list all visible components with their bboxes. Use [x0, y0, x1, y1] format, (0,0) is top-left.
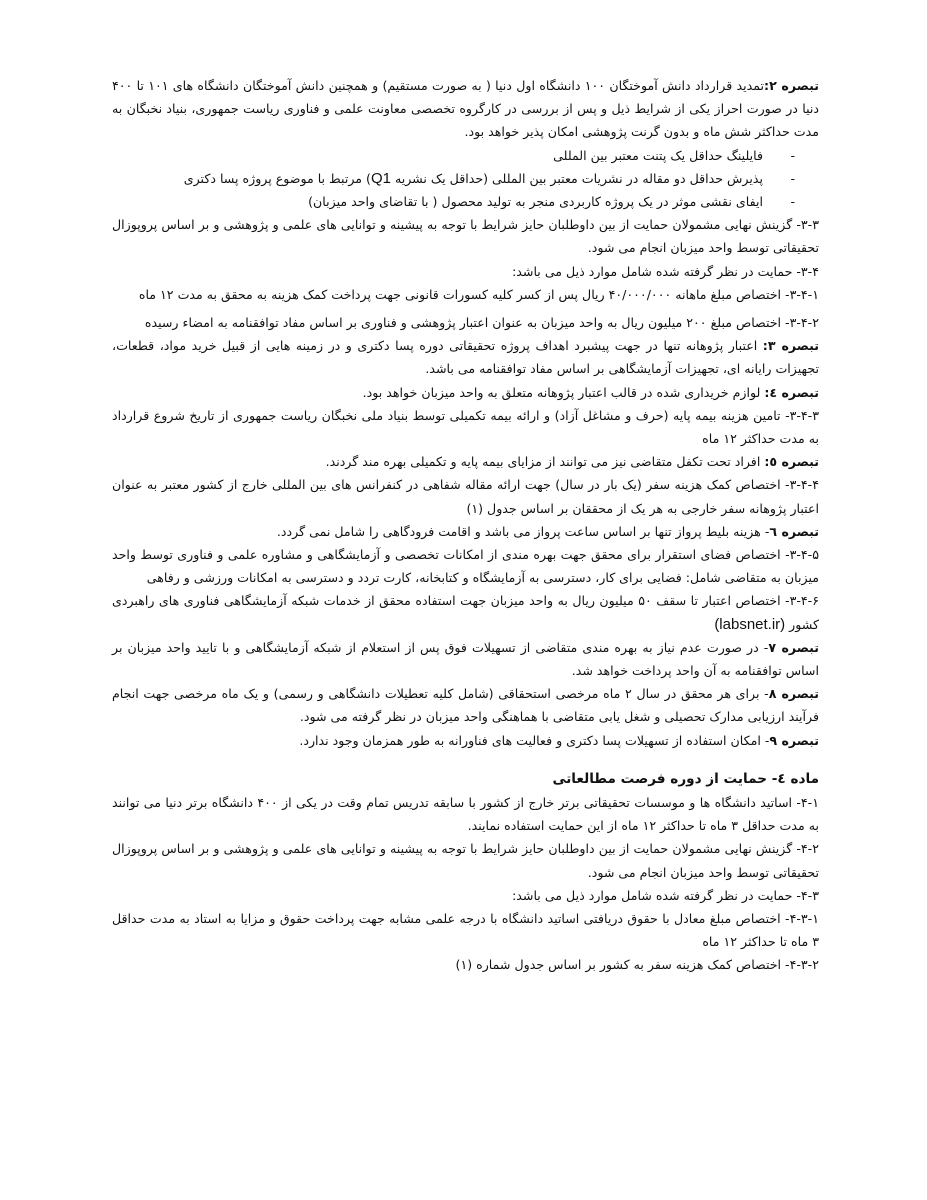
condition-text: پذیرش حداقل دو مقاله در نشریات معتبر بین المللی (حداقل یک نشریه — [390, 170, 763, 186]
note-5 — [112, 450, 819, 473]
condition-text: ایفای نقشی موثر در یک پروژه کاربردی منجر به تولید محصول ( با تقاضای واحد میزبان) — [308, 194, 763, 210]
bullet-dash: - — [790, 170, 795, 186]
clause-3-3: ۳-۳- گزینش نهایی مشمولان حمایت از بین داوطلبان حایز شرایط با توجه به پیشینه و توانایی های علمی و پژوهشی و بر اساس پروپوزال تحقیقاتی توسط واحد میزبان انجام می شود. — [112, 217, 819, 256]
note-4-text: لوازم خریداری شده در قالب اعتبار پژوهانه متعلق به واحد میزبان خواهد بود. — [362, 384, 765, 400]
note-2-label: تبصره ۲: — [764, 78, 819, 93]
note-6-text: - هزینه بلیط پرواز تنها بر اساس ساعت پرواز می باشد و اقامت فرودگاهی را شامل نمی گردد. — [276, 523, 770, 539]
note-6 — [112, 520, 819, 543]
note-2 — [112, 74, 819, 144]
note-9 — [112, 729, 819, 752]
note-8 — [112, 682, 819, 728]
note-7-label: تبصره ۷ — [768, 639, 819, 655]
condition-item-project — [112, 190, 819, 213]
clause-3-4-6-text: ۳-۴-۶- اختصاص اعتبار تا سقف ۵۰ میلیون ریال به واحد میزبان جهت استفاده محقق از خدمات شبکه آزمایشگاهی فناوری های راهبردی کشور — [112, 593, 819, 632]
clause-4-3-1: ۴-۳-۱- اختصاص مبلغ معادل با حقوق دریافتی اساتید دانشگاه با درجه علمی مشابه جهت پرداخت حقوق و مزایا به استاد به مدت حداقل ۳ ماه تا حداکثر ۱۲ ماه — [112, 910, 819, 950]
note-6-label: تبصره ٦ — [769, 523, 819, 539]
labsnet-link[interactable]: (labsnet.ir) — [714, 615, 786, 633]
note-2-text: تمدید قرارداد دانش آموختگان ۱۰۰ دانشگاه اول دنیا ( به صورت مستقیم) و همچنین دانش آموختگان دانشگاه های ۱۰۱ تا ۴۰۰ دنیا در صورت احراز یکی از شرایط ذیل و پس از بررسی در کارگروه تخصصی معاونت علمی و فناوری ریاست جمهوری، بنیاد نخبگان به مدت حداکثر شش ماه و بدون گرنت پژوهشی امکان پذیر خواهد بود. — [112, 78, 819, 140]
q1-journal-label: Q1 — [370, 169, 391, 187]
note-4-label: تبصره ٤: — [764, 384, 819, 400]
condition-item-patent — [112, 144, 819, 167]
clause-3-4-4: ۳-۴-۴- اختصاص کمک هزینه سفر (یک بار در سال) جهت ارائه مقاله شفاهی در کنفرانس های بین المللی خارج از کشور معتبر به عنوان اعتبار پژوهانه سفر خارجی به هر یک از محققان بر اساس جدول (۱) — [112, 477, 819, 516]
note-3-label: تبصره ۳: — [762, 338, 819, 354]
note-5-text: افراد تحت تکفل متقاضی نیز می توانند از مزایای بیمه پایه و تکمیلی بهره مند گردند. — [325, 454, 765, 470]
clause-3-4-6 — [112, 589, 819, 635]
note-3 — [112, 334, 819, 380]
note-4 — [112, 381, 819, 404]
condition-item-papers — [112, 167, 819, 190]
bullet-dash: - — [790, 194, 795, 210]
note-9-text: - امکان استفاده از تسهیلات پسا دکتری و فعالیت های فناورانه به طور همزمان وجود ندارد. — [299, 732, 770, 748]
clause-3-4-5: ۳-۴-۵- اختصاص فضای استقرار برای محقق جهت بهره مندی از امکانات تخصصی و آزمایشگاهی و مشاوره علمی و فناوری توسط واحد میزبان به متقاضی شامل: فضایی برای کار، دسترسی به آزمایشگاه و کتابخانه، کارت تردد و دسترسی به امکانات ورزشی و رفاهی — [112, 547, 819, 586]
clause-3-4-3: ۳-۴-۳- تامین هزینه بیمه پایه (حرف و مشاغل آزاد) و ارائه بیمه تکمیلی توسط بنیاد ملی نخبگان ریاست جمهوری از تاریخ شروع قرارداد به مدت حداکثر ۱۲ ماه — [112, 407, 819, 447]
article-4-heading: ماده ٤- حمایت از دوره فرصت مطالعاتی — [552, 770, 819, 787]
condition-text: فایلینگ حداقل یک پتنت معتبر بین المللی — [553, 147, 763, 163]
bullet-dash: - — [790, 147, 795, 163]
note-7-text: - در صورت عدم نیاز به بهره مندی متقاضی از تسهیلات فوق پس از استعلام از شبکه آزمایشگاهی و با تایید واحد میزبان بر اساس توافقنامه به آن واحد پرداخت خواهد شد. — [112, 639, 819, 679]
note-5-label: تبصره ٥: — [764, 454, 819, 470]
note-7 — [112, 636, 819, 682]
note-8-text: - برای هر محقق در سال ۲ ماه مرخصی استحقاقی (شامل کلیه تعطیلات دانشگاهی و رسمی) و یک ماه مرخصی جهت انجام فرآیند ارزیابی مدارک تحصیلی و شغل یابی متقاضی با هماهنگی واحد میزبان در نظر گرفته می شود. — [112, 686, 819, 725]
clause-4-3-2: ۴-۳-۲- اختصاص کمک هزینه سفر به کشور بر اساس جدول شماره (۱) — [455, 957, 819, 973]
clause-4-3: ۴-۳- حمایت در نظر گرفته شده شامل موارد ذیل می باشد: — [512, 887, 819, 903]
clause-3-4-1: ۳-۴-۱- اختصاص مبلغ ماهانه ۴۰/۰۰۰/۰۰۰ ریال پس از کسر کلیه کسورات قانونی جهت پرداخت کمک هزینه به محقق به مدت ۱۲ ماه — [138, 286, 819, 302]
note-8-label: تبصره ۸ — [768, 686, 819, 702]
clause-3-4: ۳-۴- حمایت در نظر گرفته شده شامل موارد ذیل می باشد: — [512, 263, 819, 279]
note-9-label: تبصره ۹ — [769, 732, 819, 748]
note-3-text: اعتبار پژوهانه تنها در جهت پیشبرد اهداف پروژه تحقیقاتی دوره پسا دکتری و در زمینه هایی از قبیل خرید مواد، قطعات، تجهیزات رایانه ای، تجهیزات آزمایشگاهی بر اساس مفاد توافقنامه می باشد. — [112, 338, 819, 377]
condition-text-end: ) مرتبط با موضوع پروژه پسا دکتری — [183, 170, 371, 186]
clause-3-4-2: ۳-۴-۲- اختصاص مبلغ ۲۰۰ میلیون ریال به واحد میزبان به عنوان اعتبار پژوهشی و فناوری بر اساس مفاد توافقنامه به امضاء رسیده — [144, 315, 819, 331]
clause-4-1: ۴-۱- اساتید دانشگاه ها و موسسات تحقیقاتی برتر خارج از کشور با سابقه تدریس تمام وقت در یکی از ۴۰۰ دانشگاه برتر دنیا می توانند به مدت حداقل ۳ ماه تا حداکثر ۱۲ ماه از این حمایت استفاده نمایند. — [112, 794, 819, 834]
clause-4-2: ۴-۲- گزینش نهایی مشمولان حمایت از بین داوطلبان حایز شرایط با توجه به پیشینه و توانایی های علمی و پژوهشی و بر اساس پروپوزال تحقیقاتی توسط واحد میزبان انجام می شود. — [112, 841, 819, 880]
